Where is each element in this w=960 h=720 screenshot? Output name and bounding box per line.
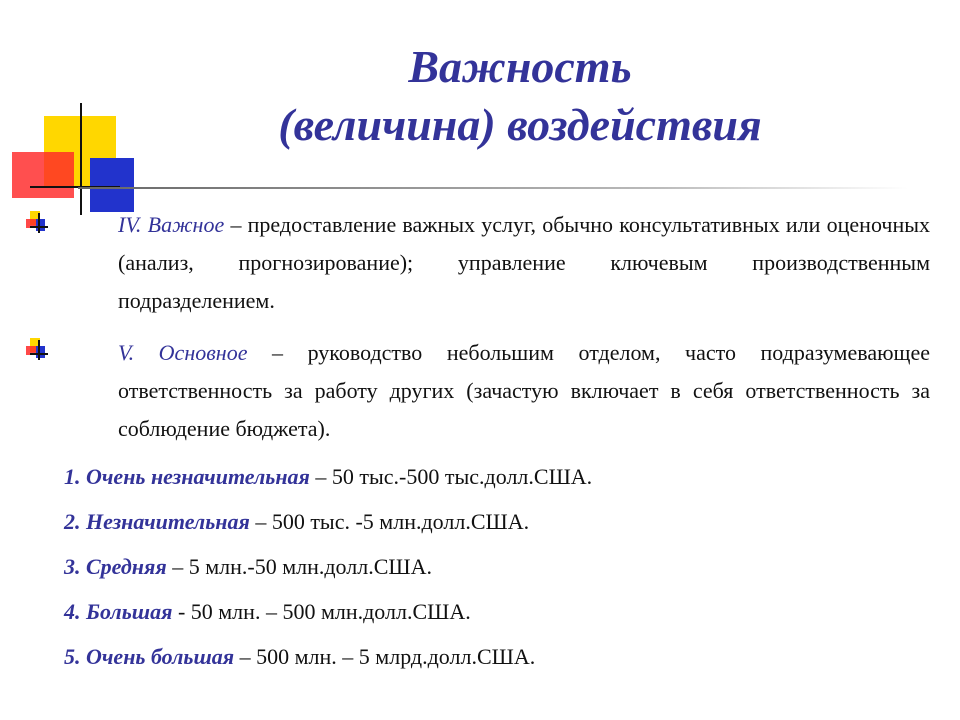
bullet-term: V. Основное [118, 340, 248, 365]
red-square [12, 152, 74, 198]
level-value: – 50 тыс.-500 тыс.долл.США. [309, 464, 593, 489]
bullet-icon [26, 338, 48, 360]
bullet-item-important [118, 206, 930, 320]
level-number: 5. [64, 644, 81, 669]
level-label: Очень большая [86, 644, 235, 669]
level-value: – 500 тыс. -5 млн.долл.США. [249, 509, 530, 534]
list-item [64, 638, 924, 683]
bullet-text: – предоставление важных услуг, обычно консультативных или оценочных (анализ, прогнозирование); управление ключевым производственным подразделением. [118, 212, 931, 313]
level-label: Средняя [86, 554, 167, 579]
vertical-line [80, 103, 82, 215]
list-item [64, 503, 924, 548]
level-label: Большая [86, 599, 173, 624]
slide-title [200, 38, 840, 154]
list-item [64, 458, 924, 503]
level-number: 3. [64, 554, 81, 579]
list-item [64, 593, 924, 638]
list-item [64, 548, 924, 593]
level-value: – 5 млн.-50 млн.долл.США. [166, 554, 432, 579]
bullet-term: IV. Важное [118, 212, 225, 237]
bullet-item-basic [118, 334, 930, 448]
decorative-squares [0, 0, 150, 230]
bullet-icon [26, 211, 48, 233]
level-label: Незначительная [86, 509, 250, 534]
level-value: – 500 млн. – 5 млрд.долл.США. [234, 644, 536, 669]
title-line-1: Важность [408, 41, 632, 92]
magnitude-levels-list [64, 458, 924, 683]
blue-square [90, 158, 134, 212]
title-line-2: (величина) воздействия [278, 99, 762, 150]
level-number: 1. [64, 464, 81, 489]
level-number: 4. [64, 599, 81, 624]
level-value: - 50 млн. – 500 млн.долл.США. [172, 599, 471, 624]
level-number: 2. [64, 509, 81, 534]
level-label: Очень незначительная [86, 464, 310, 489]
title-divider [78, 187, 908, 189]
bullet-text: – руководство небольшим отделом, часто подразумевающее ответственность за работу других (зачастую включает в себя ответственность за соблюдение бюджета). [118, 340, 930, 441]
